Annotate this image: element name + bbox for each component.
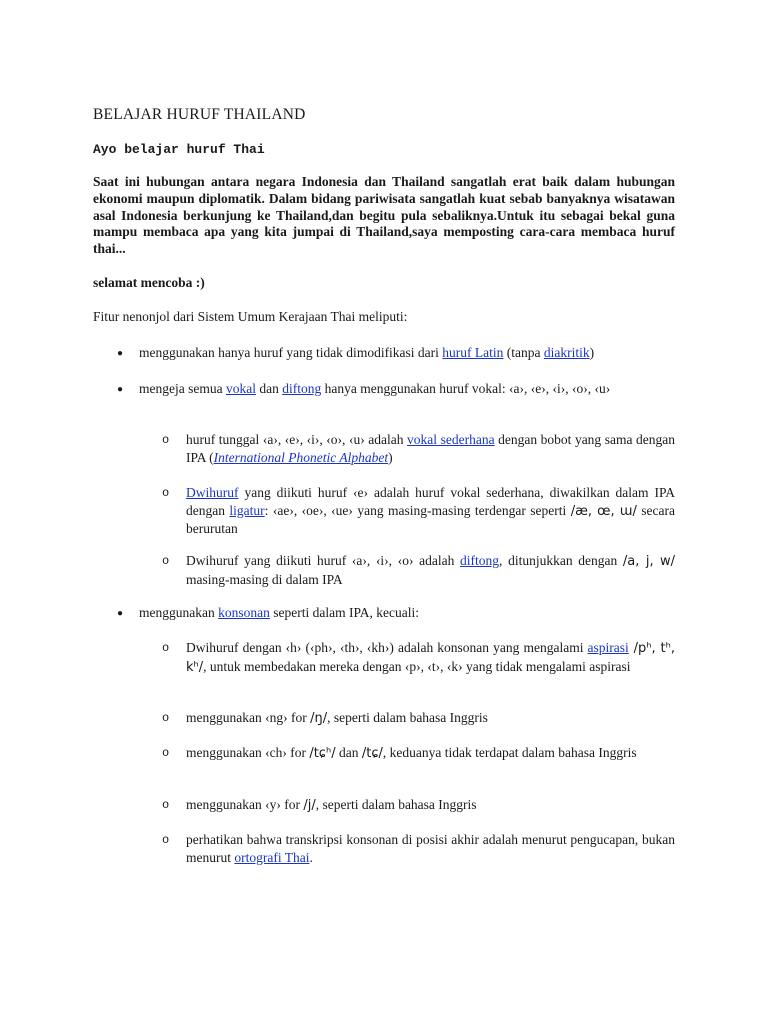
link-diftong-2[interactable]: diftong bbox=[460, 553, 500, 568]
sub-list-item: menggunakan ‹ch› for /tɕʰ/ dan /tɕ/, keduanya tidak terdapat dalam bahasa Inggris bbox=[186, 745, 637, 761]
sub-bullet-marker: o bbox=[162, 554, 170, 568]
sub-list-item: Dwihuruf dengan ‹h› (‹ph›, ‹th›, ‹kh›) adalah konsonan yang mengalami aspirasi /pʰ, tʰ, kʰ/, untuk membedakan mereka dengan ‹p›, ‹t›, ‹k› yang tidak mengalami aspirasi bbox=[186, 640, 675, 675]
bullet-marker: ● bbox=[117, 384, 124, 395]
link-konsonan[interactable]: konsonan bbox=[218, 605, 270, 620]
link-aspirasi[interactable]: aspirasi bbox=[587, 640, 629, 655]
link-vokal[interactable]: vokal bbox=[225, 381, 256, 396]
link-diakritik[interactable]: diakritik bbox=[543, 345, 590, 360]
sub-bullet-marker: o bbox=[162, 433, 170, 447]
list-item: menggunakan konsonan seperti dalam IPA, kecuali: bbox=[139, 605, 419, 620]
sub-list-item: perhatikan bahwa transkripsi konsonan di posisi akhir adalah menurut pengucapan, bukan menurut ortografi Thai. bbox=[186, 832, 675, 865]
sub-list-item: menggunakan ‹ng› for /ŋ/, seperti dalam bahasa Inggris bbox=[186, 710, 488, 726]
bullet-marker: ● bbox=[117, 608, 124, 619]
greeting-text: selamat mencoba :) bbox=[93, 275, 205, 290]
sub-bullet-marker: o bbox=[162, 711, 170, 725]
subtitle: Ayo belajar huruf Thai bbox=[93, 142, 265, 157]
link-ortografi-thai[interactable]: ortografi Thai bbox=[234, 849, 310, 865]
lead-text: Fitur nenonjol dari Sistem Umum Kerajaan Thai meliputi: bbox=[93, 309, 408, 324]
sub-list-item: Dwihuruf yang diikuti huruf ‹a›, ‹i›, ‹o› adalah diftong, ditunjukkan dengan /a, j, w/ masing-masing di dalam IPA bbox=[186, 553, 676, 587]
sub-list-item: huruf tunggal ‹a›, ‹e›, ‹i›, ‹o›, ‹u› adalah vokal sederhana dengan bobot yang sama dengan IPA (International Phonetic Alphabet) bbox=[186, 432, 676, 465]
sub-bullet-marker: o bbox=[162, 798, 170, 812]
sub-list-item: menggunakan ‹y› for /j/, seperti dalam bahasa Inggris bbox=[186, 797, 477, 813]
link-huruf-latin[interactable]: huruf Latin bbox=[442, 345, 504, 360]
link-diftong[interactable]: diftong bbox=[282, 381, 322, 396]
link-ipa[interactable]: International Phonetic Alphabet bbox=[213, 449, 389, 465]
sub-list-item: Dwihuruf yang diikuti huruf ‹e› adalah huruf vokal sederhana, diwakilkan dalam IPA dengan ligatur: ‹ae›, ‹oe›, ‹ue› yang masing-masing terdengar seperti /æ, œ, ɯ/ secara berurutan bbox=[186, 485, 675, 536]
page-title: BELAJAR HURUF THAILAND bbox=[93, 106, 306, 123]
bullet-marker: ● bbox=[117, 348, 124, 359]
link-ligatur[interactable]: ligatur bbox=[229, 502, 265, 518]
list-item: menggunakan hanya huruf yang tidak dimodifikasi dari huruf Latin (tanpa diakritik) bbox=[139, 345, 595, 360]
link-dwihuruf[interactable]: Dwihuruf bbox=[186, 485, 239, 500]
list-item: mengeja semua vokal dan diftong hanya menggunakan huruf vokal: ‹a›, ‹e›, ‹i›, ‹o›, ‹u› bbox=[139, 381, 611, 396]
sub-bullet-marker: o bbox=[162, 486, 170, 500]
sub-bullet-marker: o bbox=[162, 833, 170, 847]
link-vokal-sederhana[interactable]: vokal sederhana bbox=[407, 432, 495, 447]
sub-bullet-marker: o bbox=[162, 641, 170, 655]
intro-paragraph: Saat ini hubungan antara negara Indonesia dan Thailand sangatlah erat baik dalam hubungan ekonomi maupun diplomatik. Dalam bidang pariwisata sangatlah kuat sebab banyaknya wisatawan asal Indonesia berkunjung ke Thailand,dan begitu pula sebaliknya.Untuk itu sebagai bekal guna mampu membaca apa yang kita jumpai di Thailand,saya memposting cara-cara membaca huruf thai... bbox=[93, 174, 675, 257]
sub-bullet-marker: o bbox=[162, 746, 170, 760]
